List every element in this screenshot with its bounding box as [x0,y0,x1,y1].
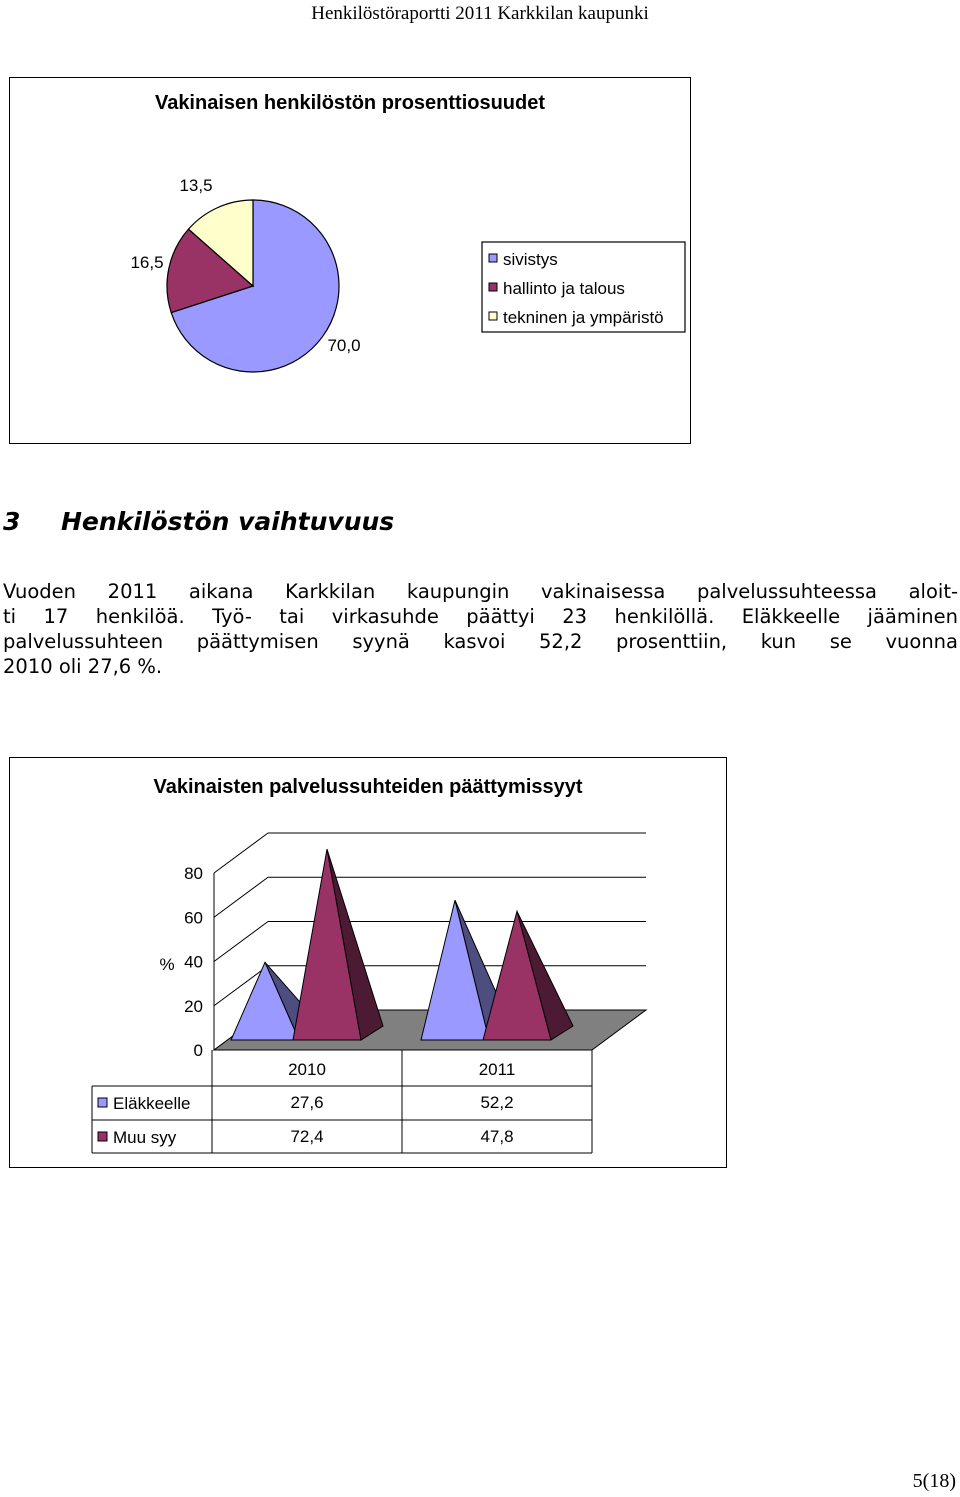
gridline-side [214,877,268,917]
pie-legend-label: tekninen ja ympäristö [503,308,664,327]
pie-data-label: 13,5 [179,176,213,195]
pie-data-label: 16,5 [130,253,164,272]
y-tick-label: 80 [184,864,203,883]
pie-legend-swatch [489,254,497,262]
data-table-value: 47,8 [480,1127,514,1146]
gridline-side [214,833,268,873]
x-tick-label: 2010 [288,1060,326,1079]
pie-chart [10,78,690,443]
pie-legend [482,242,685,332]
section-heading [3,507,394,536]
y-axis-label: % [159,955,175,974]
page-header: Henkilöstöraportti 2011 Karkkilan kaupunki [311,3,649,24]
y-tick-label: 60 [184,908,203,928]
pie-legend-label: hallinto ja talous [503,279,625,298]
pyramid-chart [10,758,726,1167]
data-table-value: 72,4 [290,1127,324,1146]
legend-swatch [98,1132,107,1141]
legend-label: Eläkkeelle [113,1094,191,1113]
paragraph-line: 2010 oli 27,6 %. [3,655,163,678]
section-title: Henkilöstön vaihtuvuus [61,507,395,536]
y-tick-label: 40 [184,952,203,972]
body-paragraph [3,579,958,679]
pie-chart-title: Vakinaisen henkilöstön prosenttiosuudet [154,92,546,114]
data-table-value: 52,2 [480,1093,514,1112]
pie-data-label: 70,0 [327,336,361,355]
pyramid-chart-title: Vakinaisten palvelussuhteiden päättymissyyt [153,776,583,798]
y-tick-label: 0 [193,1041,203,1060]
section-number: 3 [3,507,21,536]
pie-legend-label: sivistys [503,250,558,269]
legend-label: Muu syy [113,1128,177,1147]
paragraph-line: Vuoden 2011 aikana Karkkilan kaupungin vakinaisessa palvelussuhteessa aloit- [3,580,958,603]
paragraph-line: ti 17 henkilöä. Työ- tai virkasuhde päättyi 23 henkilöllä. Eläkkeelle jääminen [3,605,958,628]
gridline-side [214,922,268,962]
pie-legend-swatch [489,283,497,291]
pyramid-chart-box [9,757,727,1168]
data-table-value: 27,6 [290,1093,324,1112]
paragraph-line: palvelussuhteen päättymisen syynä kasvoi 52,2 prosenttiin, kun se vuonna [3,630,958,653]
y-tick-label: 20 [184,996,203,1016]
pie-chart-box [9,77,691,444]
page-number: 5(18) [912,1470,956,1492]
x-tick-label: 2011 [478,1060,516,1079]
legend-swatch [98,1098,107,1107]
pie-legend-swatch [489,312,497,320]
